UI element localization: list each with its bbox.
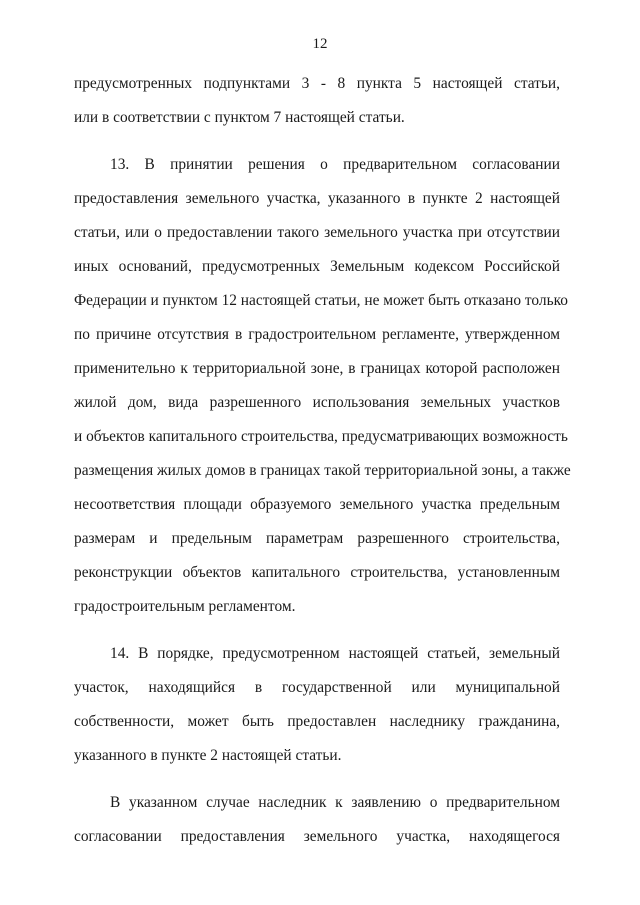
text-line: жилой дом, вида разрешенного использования земельных участков [74,394,560,411]
text-line: реконструкции объектов капитального строительства, установленным [74,564,560,581]
text-line: согласовании предоставления земельного участка, находящегося [74,828,560,845]
text-line: по причине отсутствия в градостроительном регламенте, утвержденном [74,326,560,343]
text-line: 13. В принятии решения о предварительном согласовании [110,156,560,173]
text-line: собственности, может быть предоставлен наследнику гражданина, [74,713,560,730]
text-line: иных оснований, предусмотренных Земельным кодексом Российской [74,258,560,275]
text-line: 14. В порядке, предусмотренном настоящей статьей, земельный [110,645,560,662]
text-line: несоответствия площади образуемого земельного участка предельным [74,496,560,513]
text-line: предоставления земельного участка, указанного в пункте 2 настоящей [74,190,560,207]
text-line: Федерации и пунктом 12 настоящей статьи, не может быть отказано только [74,292,568,309]
text-line: статьи, или о предоставлении такого земельного участка при отсутствии [74,224,560,241]
text-line: или в соответствии с пунктом 7 настоящей статьи. [74,109,405,126]
text-line: градостроительным регламентом. [74,598,296,615]
text-line: указанного в пункте 2 настоящей статьи. [74,747,342,764]
text-line: предусмотренных подпунктами 3 - 8 пункта 5 настоящей статьи, [74,75,560,92]
text-line: участок, находящийся в государственной или муниципальной [74,679,560,696]
text-line: В указанном случае наследник к заявлению о предварительном [110,794,560,811]
document-body [74,67,571,854]
text-line: размерам и предельным параметрам разрешенного строительства, [74,530,560,547]
text-line: применительно к территориальной зоне, в границах которой расположен [74,360,560,377]
text-line: размещения жилых домов в границах такой территориальной зоны, а также [74,462,571,479]
text-line: и объектов капитального строительства, предусматривающих возможность [74,428,568,445]
page-number: 12 [312,36,328,52]
